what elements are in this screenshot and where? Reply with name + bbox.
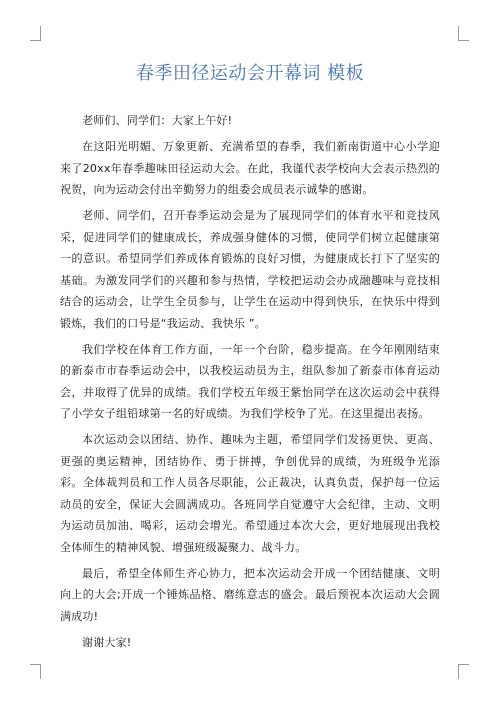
closing-line: 谢谢大家!	[82, 635, 132, 649]
paragraph-2: 老师、同学们，召开春季运动会是为了展现同学们的体育水平和竞技风采，促进同学们的健康成长，养成强身健体的习惯，使同学们树立起健康第一的意识。希望同学们养成体育锻炼的良好习惯，为健康成长打下了坚实的基础。为激发同学们的兴趣和参与热情，学校把运动会办成融趣味与竞技相结合的运动会，让学生全员参与，让学生在运动中得到快乐，在快乐中得到锻炼，我们的口号是“我运动、我快乐 ”。	[60, 209, 440, 330]
crop-mark-bottom-left	[30, 664, 41, 679]
greeting: 老师们、同学们：大家上午好!	[82, 114, 233, 127]
document-body	[60, 110, 440, 658]
crop-mark-top-right	[458, 26, 469, 41]
paragraph-5: 最后，希望全体师生齐心协力，把本次运动会开成一个团结健康、文明向上的大会;开成一个锤炼品格、磨练意志的盛会。最后预祝本次运动大会圆满成功!	[60, 566, 440, 623]
crop-mark-top-left	[30, 26, 41, 41]
paragraph-3: 我们学校在体育工作方面，一年一个台阶，稳步提高。在今年刚刚结束的新泰市市春季运动会中，以我校运动员为主，组队参加了新泰市体育运动会，并取得了优异的成绩。我们学校五年级王紫怡同学在这次运动会中获得了小学女子组铅球第一名的好成绩。为我们学校争了光。在这里提出表扬。	[60, 342, 440, 420]
crop-mark-bottom-right	[458, 664, 469, 679]
paragraph-4: 本次运动会以团结、协作、趣味为主题，希望同学们发扬更快、更高、更强的奥运精神，团结协作、勇于拼搏，争创优异的成绩，为班级争光添彩。全体裁判员和工作人员各尽职能，公正裁决，认真负责，保护每一位运动员的安全，保证大会圆满成功。各班同学自觉遵守大会纪律，主动、文明为运动员加油、喝彩，运动会增光。希望通过本次大会，更好地展现出我校全体师生的精神风貌、增强班级凝聚力、战斗力。	[60, 433, 440, 554]
document-title: 春季田径运动会开幕词 模板	[135, 63, 365, 84]
paragraph-1: 在这阳光明媚、万象更新、充满希望的春季，我们新南街道中心小学迎来了20xx年春季趣味田径运动大会。在此，我谨代表学校向大会表示热烈的祝贺，向为运动会付出辛勤努力的组委会成员表示诚挚的感谢。	[60, 140, 440, 196]
